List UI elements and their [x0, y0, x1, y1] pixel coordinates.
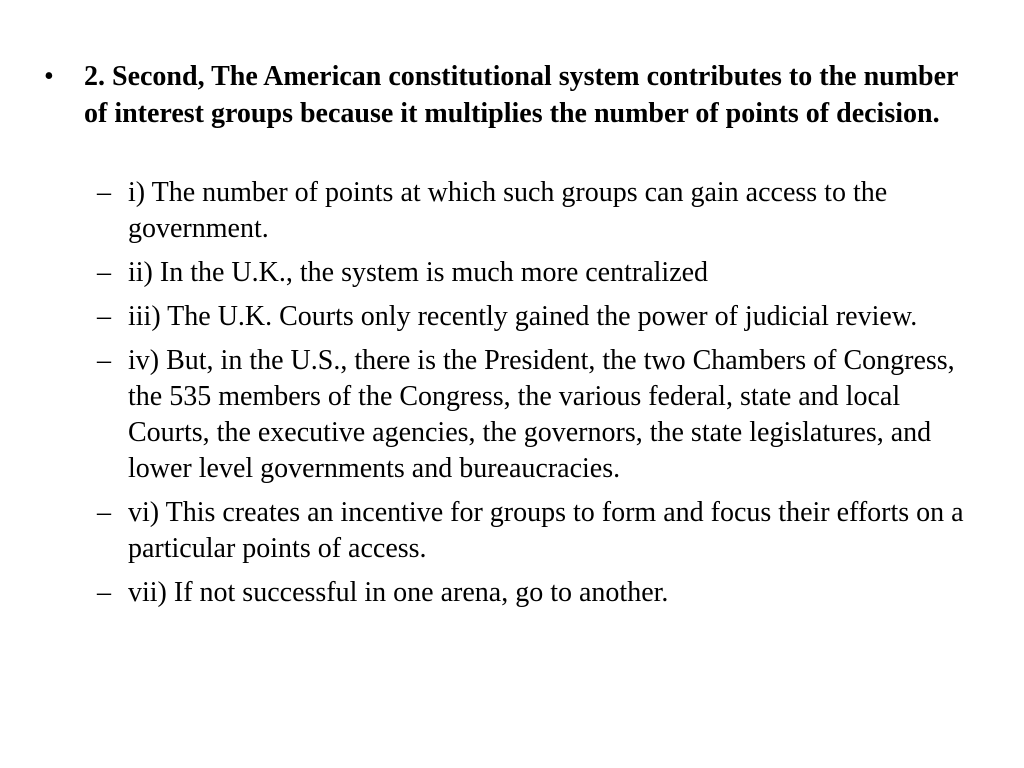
sub-point-ii	[97, 255, 977, 291]
dash-icon: –	[97, 257, 111, 288]
sub-point-i	[97, 175, 977, 247]
dash-icon: –	[97, 177, 111, 208]
sub-point-iv	[97, 343, 977, 487]
sub-point-list	[97, 175, 977, 619]
dash-icon: –	[97, 301, 111, 332]
main-bullet-text: 2. Second, The American constitutional system contributes to the number of interest groups because it multiplies the number of points of decision.	[84, 61, 958, 129]
sub-point-text: iv) But, in the U.S., there is the President, the two Chambers of Congress, the 535 members of the Congress, the various federal, state and local Courts, the executive agencies, the governors, the state legislatures, and lower level governments and bureaucracies.	[128, 345, 955, 484]
bullet-icon: •	[44, 61, 54, 92]
sub-point-text: vi) This creates an incentive for groups to form and focus their efforts on a particular points of access.	[128, 497, 964, 564]
sub-point-vii	[97, 575, 977, 611]
sub-point-text: iii) The U.K. Courts only recently gained the power of judicial review.	[128, 301, 918, 332]
main-bullet-point	[44, 58, 984, 132]
sub-point-text: i) The number of points at which such groups can gain access to the government.	[128, 177, 888, 244]
sub-point-text: vii) If not successful in one arena, go to another.	[128, 577, 669, 608]
dash-icon: –	[97, 577, 111, 608]
sub-point-iii	[97, 299, 977, 335]
dash-icon: –	[97, 497, 111, 528]
sub-point-vi	[97, 495, 977, 567]
sub-point-text: ii) In the U.K., the system is much more centralized	[128, 257, 709, 288]
dash-icon: –	[97, 345, 111, 376]
